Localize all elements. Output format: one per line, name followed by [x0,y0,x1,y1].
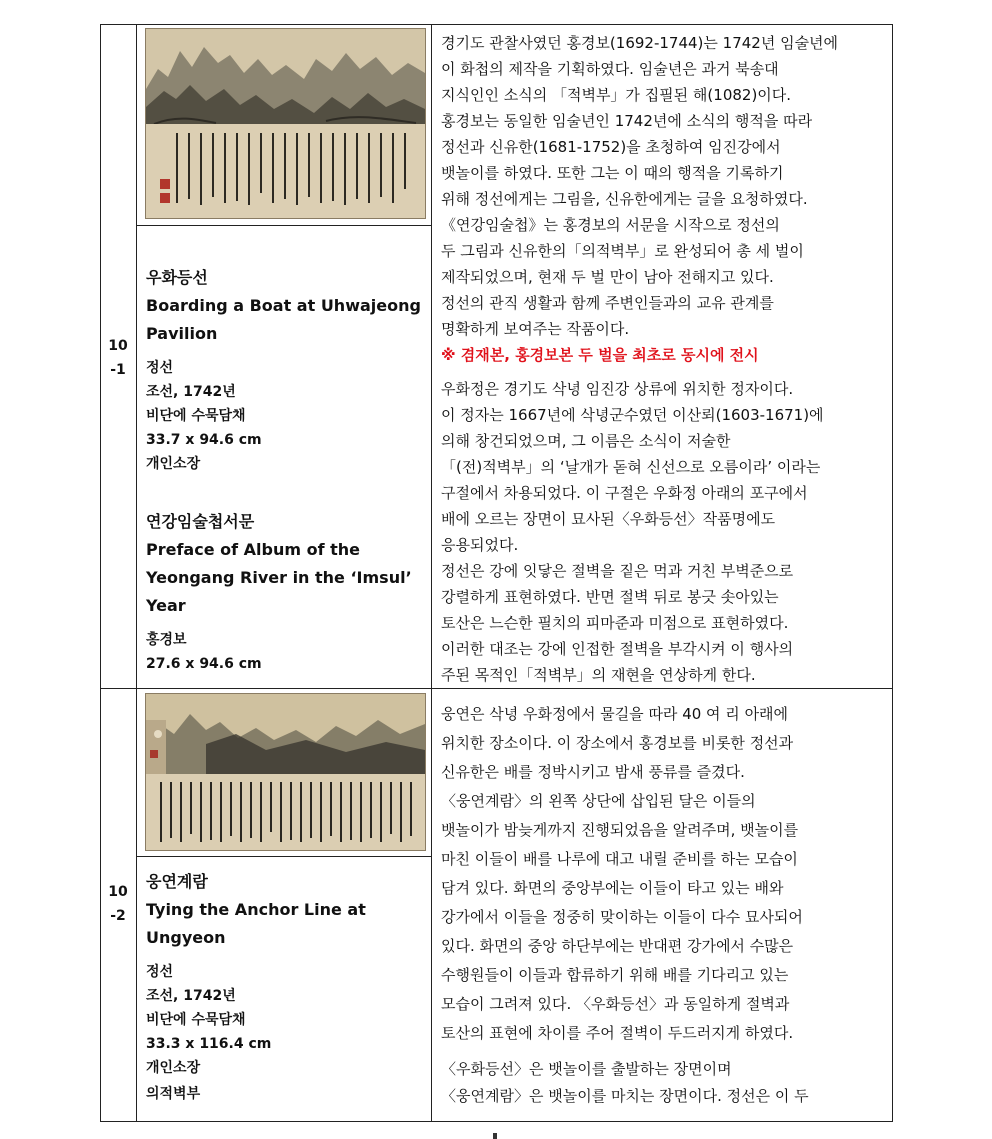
work-title-ko: 연강임술첩서문 [146,512,255,531]
work-info [146,1082,426,1106]
description-line: 명확하게 보여주는 작품이다. [441,320,630,338]
work-info [146,868,426,1080]
description-line: 〈웅연계람〉의 왼쪽 상단에 삽입된 달은 이들의 [441,792,756,810]
description-line: 이 화첩의 제작을 기획하였다. 임술년은 과거 북송대 [441,60,779,78]
work-size: 33.3 x 116.4 cm [146,1036,272,1052]
work-period: 조선, 1742년 [146,384,236,400]
page-mark [493,1133,497,1139]
description-line: 마친 이들이 배를 나루에 대고 내릴 준비를 하는 모습이 [441,850,798,868]
description-line: 두 그림과 신유한의「의적벽부」로 완성되어 총 세 벌이 [441,242,804,260]
work-medium: 비단에 수묵담채 [146,408,246,424]
description-paragraph [441,1056,889,1110]
row-number-line2: -2 [110,908,126,924]
description-line: 뱃놀이가 밤늦게까지 진행되었음을 알려주며, 뱃놀이를 [441,821,799,839]
work-size: 27.6 x 94.6 cm [146,656,262,672]
work-title-en: Preface of Album of the Yeongang River in the ‘Imsul’ Year [146,540,412,615]
work-artist: 정선 [146,964,174,980]
row-number [101,334,135,382]
description-line: 응용되었다. [441,536,519,554]
work-owner: 개인소장 [146,456,201,472]
work-medium: 비단에 수묵담채 [146,1012,246,1028]
description-line: 웅연은 삭녕 우화정에서 물길을 따라 40 여 리 아래에 [441,705,789,723]
painting-image [145,693,426,851]
description-line: 토산의 표현에 차이를 주어 절벽이 두드러지게 하였다. [441,1024,794,1042]
work-info [146,508,426,676]
table-border-bottom [100,1121,893,1122]
description-line: 〈웅연계람〉은 뱃놀이를 마치는 장면이다. 정선은 이 두 [441,1087,809,1105]
table-border-left [100,24,101,1122]
work-title-ko: 우화등선 [146,268,208,287]
work-title-ko: 웅연계람 [146,872,208,891]
image-cell-divider-1 [136,225,432,226]
description-line: 홍경보는 동일한 임술년인 1742년에 소식의 행적을 따라 [441,112,813,130]
work-owner: 개인소장 [146,1060,201,1076]
work-title-ko: 의적벽부 [146,1086,201,1102]
description-line: 의해 창건되었으며, 그 이름은 소식이 저술한 [441,432,731,450]
table-border-right [892,24,893,1122]
exhibition-notice: ※ 겸재본, 홍경보본 두 벌을 최초로 동시에 전시 [441,346,759,364]
description-line: 위해 정선에게는 그림을, 신유한에게는 글을 요청하였다. [441,190,808,208]
row-divider [100,688,893,689]
row-number-line1: 10 [108,884,128,900]
column-divider-1 [136,24,137,1122]
description-line: 정선의 관직 생활과 함께 주변인들과의 교유 관계를 [441,294,774,312]
description-line: 수행원들이 이들과 합류하기 위해 배를 기다리고 있는 [441,966,789,984]
work-size: 33.7 x 94.6 cm [146,432,262,448]
description-line: 지식인인 소식의 「적벽부」가 집필된 해(1082)이다. [441,86,792,104]
work-info [146,264,426,476]
row-number [101,880,135,928]
description-line: 경기도 관찰사였던 홍경보(1692-1744)는 1742년 임술년에 [441,34,839,52]
description-line: 담겨 있다. 화면의 중앙부에는 이들이 타고 있는 배와 [441,879,784,897]
description-line: 토산은 느슨한 필치의 피마준과 미점으로 표현하였다. [441,614,789,632]
description-line: 신유한은 배를 정박시키고 밤새 풍류를 즐겼다. [441,763,745,781]
description-line: 있다. 화면의 중앙 하단부에는 반대편 강가에서 수많은 [441,937,794,955]
description-line: 주된 목적인「적벽부」의 재현을 연상하게 한다. [441,666,756,684]
work-title-en: Boarding a Boat at Uhwajeong Pavilion [146,296,421,343]
description-line: 뱃놀이를 하였다. 또한 그는 이 때의 행적을 기록하기 [441,164,784,182]
work-title-en: Tying the Anchor Line at Ungyeon [146,900,366,947]
description-line: 모습이 그려져 있다. 〈우화등선〉과 동일하게 절벽과 [441,995,790,1013]
description-line: 이러한 대조는 강에 인접한 절벽을 부각시켜 이 행사의 [441,640,794,658]
description-line: 이 정자는 1667년에 삭녕군수였던 이산뢰(1603-1671)에 [441,406,824,424]
description-paragraph [441,376,889,688]
description-line: 구절에서 차용되었다. 이 구절은 우화정 아래의 포구에서 [441,484,808,502]
description-line: 강렬하게 표현하였다. 반면 절벽 뒤로 봉긋 솟아있는 [441,588,779,606]
image-cell-divider-2 [136,856,432,857]
description-line: 정선과 신유한(1681-1752)을 초청하여 임진강에서 [441,138,781,156]
description [441,700,889,1110]
row-number-line1: 10 [108,338,128,354]
painting-image [145,28,426,219]
description-line: 강가에서 이들을 정중히 맞이하는 이들이 다수 묘사되어 [441,908,803,926]
work-artist: 정선 [146,360,174,376]
description-line: 배에 오르는 장면이 묘사된〈우화등선〉작품명에도 [441,510,776,528]
description-line: 「(전)적벽부」의 ‘날개가 돋혀 신선으로 오름이라’ 이라는 [441,458,821,476]
description-line: 제작되었으며, 현재 두 벌 만이 남아 전해지고 있다. [441,268,774,286]
description-line: 위치한 장소이다. 이 장소에서 홍경보를 비롯한 정선과 [441,734,794,752]
description-line: 《연강임술첩》는 홍경보의 서문을 시작으로 정선의 [441,216,780,234]
description [441,30,889,688]
row-number-line2: -1 [110,362,126,378]
work-period: 조선, 1742년 [146,988,236,1004]
table-border-top [100,24,893,25]
description-line: 우화정은 경기도 삭녕 임진강 상류에 위치한 정자이다. [441,380,794,398]
description-line: 〈우화등선〉은 뱃놀이를 출발하는 장면이며 [441,1060,732,1078]
column-divider-2 [431,24,432,1122]
description-line: 정선은 강에 잇닿은 절벽을 짙은 먹과 거친 부벽준으로 [441,562,794,580]
work-artist: 홍경보 [146,632,187,648]
